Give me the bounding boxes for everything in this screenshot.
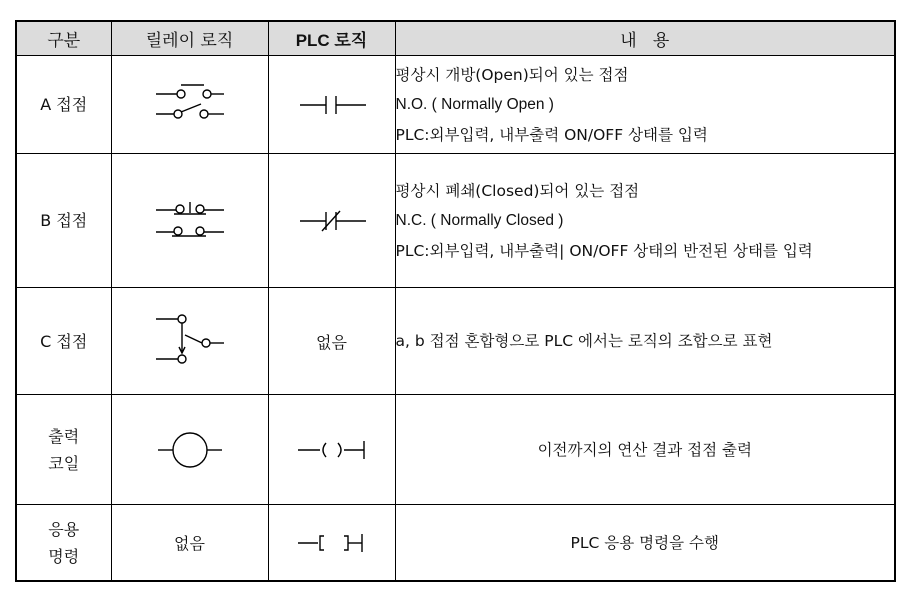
header-plc-logic: PLC 로직 [268, 21, 395, 56]
no-contact-ladder-icon [292, 90, 372, 120]
table-row-output-coil [16, 394, 895, 505]
description-line: N.C. ( Normally Closed ) [395, 211, 564, 229]
plc-contact-table [15, 20, 896, 582]
coil-ladder-icon [290, 435, 374, 465]
description-line: 평상시 개방(Open)되어 있는 접점 [395, 65, 629, 84]
row-name-line: 명령 [48, 546, 80, 566]
no-contact-relay-icon [150, 80, 230, 130]
description-line: PLC:외부입력, 내부출력| ON/OFF 상태의 반전된 상태를 입력 [395, 241, 813, 260]
c-contact-relay-cell [111, 288, 268, 395]
c-contact-description [395, 288, 895, 395]
a-contact-description [395, 56, 895, 154]
row-name-a-contact: A 접점 [16, 56, 111, 154]
nc-contact-relay-icon [150, 196, 230, 246]
c-contact-plc-none: 없음 [268, 288, 395, 395]
b-contact-relay-cell [111, 154, 268, 288]
instruction-box-ladder-icon [290, 528, 374, 558]
table-header-row [16, 21, 895, 56]
nc-contact-ladder-icon [292, 206, 372, 236]
application-description: PLC 응용 명령을 수행 [395, 505, 895, 581]
table-row-c-contact [16, 288, 895, 395]
coil-circle-icon [150, 428, 230, 472]
description-line: N.O. ( Normally Open ) [395, 95, 554, 113]
row-name-line: 응용 [48, 519, 80, 539]
a-contact-plc-cell [268, 56, 395, 154]
description-line: PLC:외부입력, 내부출력 ON/OFF 상태를 입력 [395, 125, 708, 144]
row-name-output-coil [16, 394, 111, 505]
header-description: 내 용 [395, 21, 895, 56]
row-name-application-instruction [16, 505, 111, 581]
row-name-c-contact: C 접점 [16, 288, 111, 395]
coil-relay-cell [111, 394, 268, 505]
table-row-b-contact [16, 154, 895, 288]
table-row-application-instruction [16, 505, 895, 581]
coil-description: 이전까지의 연산 결과 접점 출력 [395, 394, 895, 505]
b-contact-plc-cell [268, 154, 395, 288]
row-name-line: 출력 [48, 426, 80, 446]
row-name-b-contact: B 접점 [16, 154, 111, 288]
description-line: a, b 접점 혼합형으로 PLC 에서는 로직의 조합으로 표현 [395, 332, 773, 351]
table-row-a-contact [16, 56, 895, 154]
application-relay-none: 없음 [111, 505, 268, 581]
b-contact-description [395, 154, 895, 288]
a-contact-relay-cell [111, 56, 268, 154]
changeover-contact-relay-icon [150, 309, 230, 373]
header-relay-logic: 릴레이 로직 [111, 21, 268, 56]
header-category: 구분 [16, 21, 111, 56]
description-line: 평상시 폐쇄(Closed)되어 있는 접점 [395, 181, 640, 200]
application-plc-cell [268, 505, 395, 581]
coil-plc-cell [268, 394, 395, 505]
row-name-line: 코일 [48, 453, 80, 473]
